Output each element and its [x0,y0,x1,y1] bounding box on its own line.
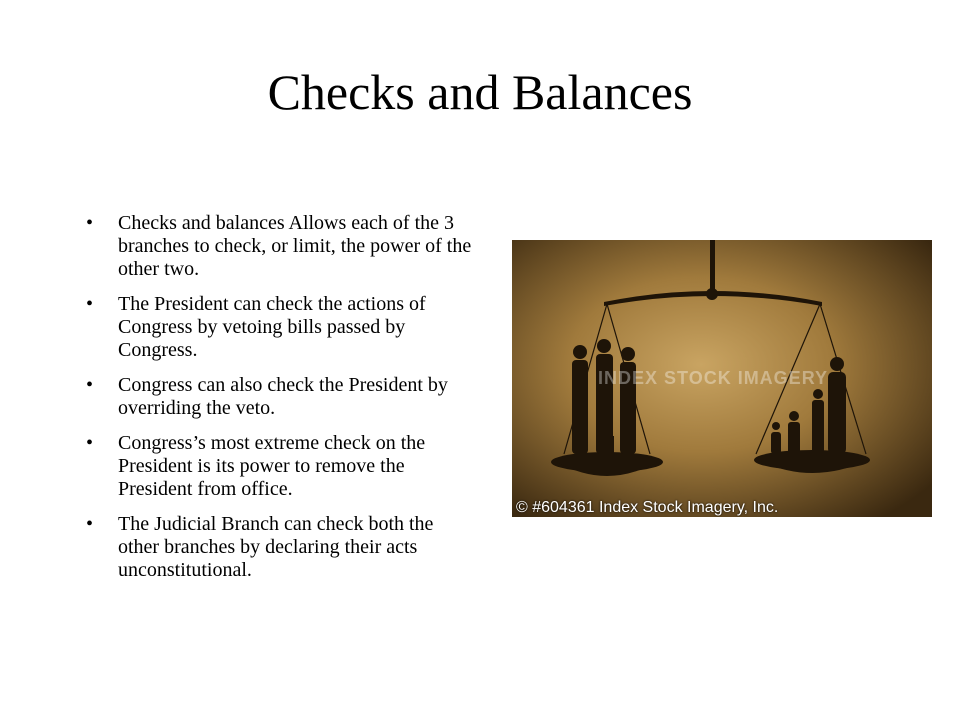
bullet-marker: • [86,432,94,454]
bullet-marker: • [86,293,94,315]
bullet-text: Congress can also check the President by overriding the veto. [118,374,448,419]
slide-title: Checks and Balances [267,64,693,120]
image-credit: © #604361 Index Stock Imagery, Inc. [516,499,779,516]
list-item [84,212,474,281]
bullet-list [84,212,474,594]
list-item [84,374,474,420]
scales-of-justice-photo [512,240,932,517]
bullet-marker: • [86,513,94,535]
stock-watermark: INDEX STOCK IMAGERY [598,368,829,388]
list-item [84,513,474,582]
bullet-text: The President can check the actions of Congress by vetoing bills passed by Congress. [118,293,426,361]
bullet-marker: • [86,212,94,234]
bullet-text: Checks and balances Allows each of the 3 branches to check, or limit, the power of the other two. [118,212,472,280]
list-item [84,293,474,362]
bullet-text: The Judicial Branch can check both the other branches by declaring their acts unconstitutional. [118,513,434,581]
bullet-marker: • [86,374,94,396]
list-item [84,432,474,501]
bullet-text: Congress’s most extreme check on the President is its power to remove the President from office. [118,432,426,500]
left-pan-figures [572,339,636,454]
